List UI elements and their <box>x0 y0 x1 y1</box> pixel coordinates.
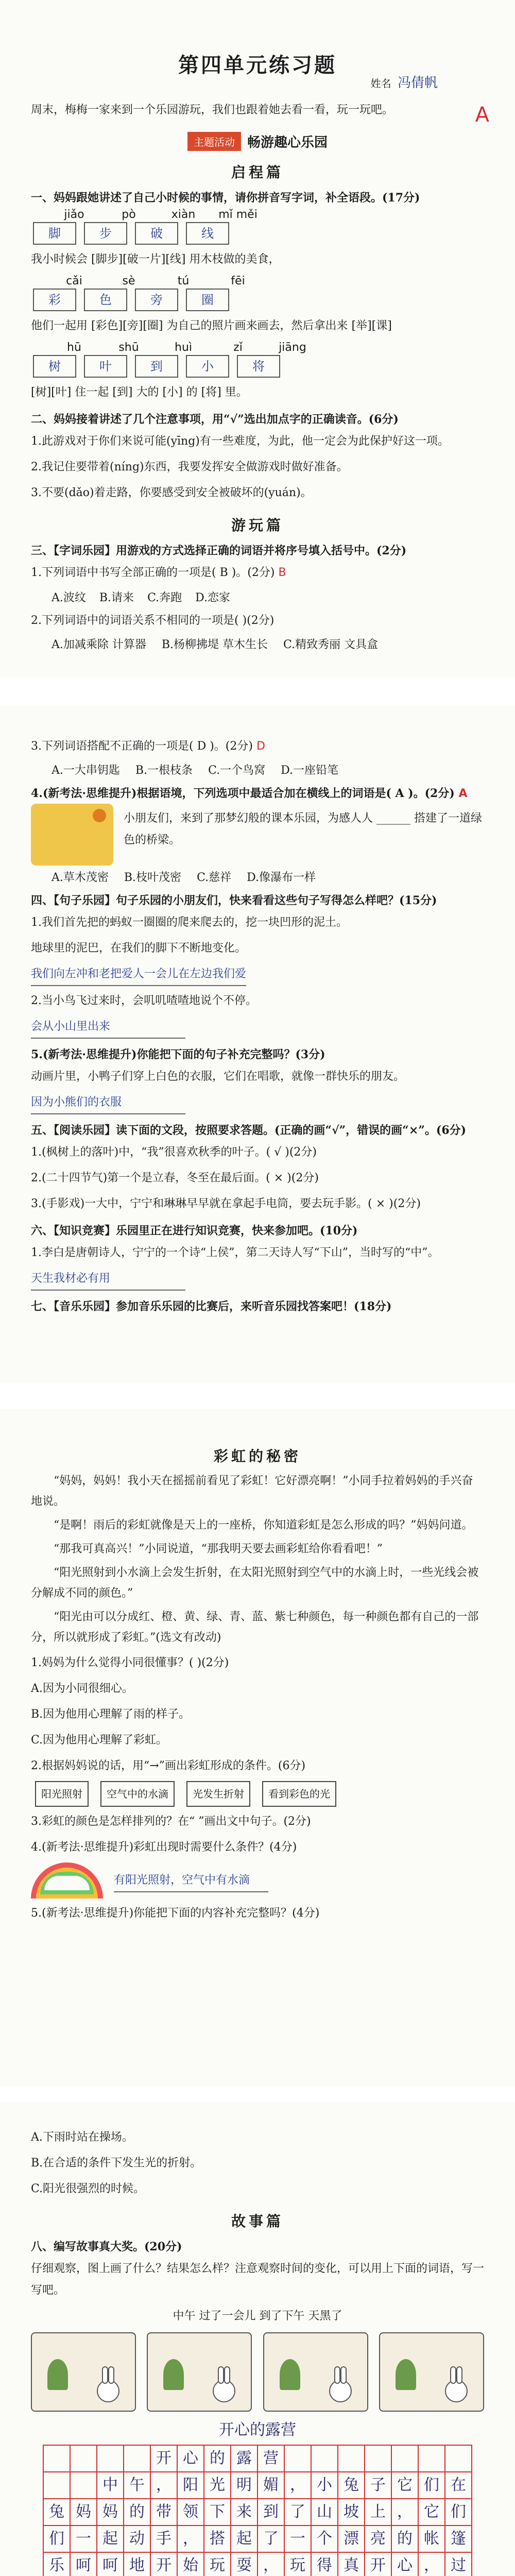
picture-panel-1 <box>31 2332 136 2412</box>
pinyin: tú <box>177 275 190 287</box>
pinyin-row-3 <box>52 341 484 354</box>
q3-item-3-answer[interactable]: D <box>256 740 265 753</box>
page-4 <box>0 2102 515 2576</box>
q3-title: 三、【字词乐园】用游戏的方式选择正确的词语并将序号填入括号中。(2分) <box>31 544 407 557</box>
essay-cell: 上 <box>365 2499 392 2526</box>
option[interactable]: C.慈祥 <box>197 871 232 884</box>
reading-q1: 1.妈妈为什么觉得小同很懂事？( )(2分) <box>31 1656 229 1669</box>
rabbit-icon <box>97 2380 119 2402</box>
pinyin: shū <box>118 341 139 354</box>
tree-icon <box>47 2359 68 2390</box>
answer-box[interactable]: 将 <box>237 355 280 378</box>
essay-cell: ， <box>151 2472 178 2499</box>
q3-item-3-options <box>52 761 484 777</box>
essay-cell: 到 <box>258 2499 285 2526</box>
fill-line-1 <box>31 222 484 245</box>
essay-cell: 在 <box>445 2472 472 2499</box>
essay-cell: 漂 <box>338 2526 365 2553</box>
q5-item: 1.我们首先把的蚂蚁一圈圈的爬来爬去的，挖一块凹形的泥土。 <box>31 916 348 929</box>
essay-cell: 真 <box>338 2553 365 2576</box>
story-paragraph: “那我可真高兴！”小同说道，“那我明天要去画彩虹给你看看吧！” <box>54 1543 383 1555</box>
essay-cell <box>312 2446 338 2472</box>
essay-cell: 始 <box>178 2553 204 2576</box>
section-play: 游玩篇 <box>231 517 284 534</box>
q4-title <box>31 785 484 801</box>
q5-item: 地球里的泥巴，在我们的脚下不断地变化。 <box>31 942 247 955</box>
option[interactable]: C.一个鸟窝 <box>208 764 266 777</box>
essay-cell <box>419 2446 445 2472</box>
essay-cell <box>44 2446 71 2472</box>
reading-q1-option[interactable]: B.因为他用心理解了雨的样子。 <box>31 1708 191 1721</box>
banner-text: 畅游趣心乐园 <box>247 135 328 150</box>
banner-tag: 主题活动 <box>187 132 241 151</box>
essay-cell: 明 <box>231 2472 258 2499</box>
story-paragraph: “妈妈，妈妈！我小天在摇摇前看见了彩虹！它好漂亮啊！”小同手拉着妈妈的手兴奋地说。 <box>31 1475 473 1508</box>
pinyin: pò <box>122 208 136 221</box>
q2-item[interactable]: 3.不要(dǎo)着走路，你要感受到安全被破坏的(yuán)。 <box>31 486 312 499</box>
q8-answer[interactable]: 天生我材必有用 <box>31 1268 185 1291</box>
scenery-illustration <box>31 804 113 866</box>
essay-cell: 山 <box>312 2499 338 2526</box>
pinyin: mǐ měi <box>218 208 258 221</box>
word-option[interactable]: A.波纹 <box>52 591 86 604</box>
essay-cell: 起 <box>231 2526 258 2553</box>
q4-answer[interactable]: A <box>458 787 468 800</box>
essay-cell: 营 <box>258 2446 285 2472</box>
q5-answer-1[interactable]: 我们向左冲和老把爱人一会儿在左边我们爱 <box>31 963 246 986</box>
essay-cell: 呵 <box>97 2553 124 2576</box>
q4-title-text: 4.(新考法·思维提升)根据语境，下列选项中最适合加在横线上的词语是( A )。(2分) <box>31 787 455 800</box>
essay-cell: 中 <box>97 2472 124 2499</box>
fill-sentence-2: 他们一起用 [彩色][旁][圈] 为自己的照片画来画去，然后拿出来 [举][课] <box>31 319 392 332</box>
essay-cell: 心 <box>178 2446 204 2472</box>
option[interactable]: A.草木茂密 <box>52 871 109 884</box>
pinyin: fēi <box>231 275 245 287</box>
option[interactable]: C.精致秀丽 文具盒 <box>283 638 379 651</box>
essay-cell: 开 <box>151 2553 178 2576</box>
essay-cell: 动 <box>124 2526 151 2553</box>
rabbit-icon <box>329 2380 352 2402</box>
answer-box[interactable]: 脚 <box>33 222 76 245</box>
pinyin: jiǎo <box>64 208 84 221</box>
q1-title: 一、妈妈跟她讲述了自己小时候的事情，请你拼音写字词，补全语段。(17分) <box>31 191 420 205</box>
picture-panel-3 <box>263 2332 368 2412</box>
option[interactable]: B.枝叶茂密 <box>124 871 182 884</box>
q6-answer-row <box>31 1092 484 1114</box>
page-3 <box>0 1409 515 2087</box>
essay-cell: 们 <box>419 2472 445 2499</box>
essay-cell: 了 <box>285 2499 312 2526</box>
option[interactable]: D.一座铅笔 <box>281 764 338 777</box>
option[interactable]: C.阳光很强烈的时候。 <box>31 2182 145 2195</box>
essay-cell: 过 <box>445 2553 472 2576</box>
essay-cell: 耍 <box>231 2553 258 2576</box>
essay-cell: 手 <box>151 2526 178 2553</box>
name-label: 姓名 <box>370 77 391 90</box>
answer-box[interactable]: 旁 <box>135 289 178 311</box>
essay-cell: 坡 <box>338 2499 365 2526</box>
theme-banner <box>31 132 484 151</box>
story-paragraph: “是啊！雨后的彩虹就像是天上的一座桥，你知道彩虹是怎么形成的吗？”妈妈问道。 <box>54 1519 473 1532</box>
q7-item[interactable]: 3.(手影戏)一大中，宁宁和琳琳早早就在拿起手电筒，要去玩手影。( × )(2分) <box>31 1197 421 1210</box>
q5-item: 2.当小鸟飞过来时，会叽叽喳喳地说个不停。 <box>31 994 257 1007</box>
fill-line-2 <box>31 289 484 311</box>
q6-answer[interactable]: 因为小熊们的衣服 <box>31 1092 185 1114</box>
essay-cell <box>71 2472 97 2499</box>
answer-box[interactable]: 破 <box>135 222 178 245</box>
rainbow-icon <box>31 1862 103 1899</box>
q2-item[interactable]: 2.我记住要带着(níng)东西，我要发挥安全做游戏时做好准备。 <box>31 461 348 473</box>
essay-cell: 阳 <box>178 2472 204 2499</box>
essay-cell: ， <box>392 2499 419 2526</box>
q7-item[interactable]: 2.(二十四节气)第一个是立春，冬至在最后面。( × )(2分) <box>31 1172 319 1184</box>
q4-options <box>52 869 484 885</box>
q3-item-1-answer[interactable]: B <box>278 566 286 579</box>
essay-cell <box>338 2446 365 2472</box>
essay-cell: 它 <box>419 2499 445 2526</box>
essay-cell: 篷 <box>445 2526 472 2553</box>
section-story: 故事篇 <box>231 2213 284 2230</box>
rabbit-icon <box>445 2380 468 2402</box>
essay-cell: 带 <box>151 2499 178 2526</box>
q7-title: 五、【阅读乐园】读下面的文段，按照要求答题。(正确的画“√”，错误的画“×”。(6分) <box>31 1124 467 1137</box>
q3-item-3 <box>31 736 484 757</box>
condition-tag[interactable]: 看到彩色的光 <box>262 1781 336 1807</box>
rabbit-icon <box>213 2380 235 2402</box>
pinyin: sè <box>122 275 135 287</box>
picture-panel-2 <box>147 2332 252 2412</box>
sun-icon <box>93 809 106 822</box>
option[interactable]: B.在合适的条件下发生光的折射。 <box>31 2157 202 2170</box>
picture-strip <box>31 2332 484 2412</box>
picture-panel-4 <box>379 2332 484 2412</box>
essay-cell: 小 <box>312 2472 338 2499</box>
option[interactable]: A.加减乘除 计算器 <box>52 638 146 651</box>
reading-q1-option[interactable]: C.因为他用心理解了彩虹。 <box>31 1734 168 1747</box>
essay-cell: ， <box>285 2472 312 2499</box>
word-option[interactable]: D.恋家 <box>195 591 230 604</box>
fill-line-3 <box>31 355 484 378</box>
essay-cell: 来 <box>231 2499 258 2526</box>
word-option[interactable]: B.请来 <box>99 591 134 604</box>
section-start: 启程篇 <box>231 164 284 181</box>
essay-cell: 的 <box>392 2526 419 2553</box>
intro-text: 周末，梅梅一家来到一个乐园游玩，我们也跟着她去看一看，玩一玩吧。 <box>31 104 394 116</box>
student-name: 冯倩帆 <box>397 75 438 91</box>
page-1 <box>0 0 515 677</box>
answer-box[interactable]: 圈 <box>186 289 229 311</box>
essay-cell: 的 <box>204 2446 231 2472</box>
essay-cell: 兔 <box>338 2472 365 2499</box>
essay-cell: 开 <box>365 2553 392 2576</box>
page-title: 第四单元练习题 <box>178 53 337 77</box>
essay-cell: ， <box>419 2553 445 2576</box>
essay-cell <box>392 2446 419 2472</box>
reading-q2-tags <box>31 1781 484 1807</box>
essay-title: 开心的露营 <box>219 2421 296 2439</box>
essay-cell <box>124 2446 151 2472</box>
essay-cell: 们 <box>445 2499 472 2526</box>
answer-box[interactable]: 彩 <box>33 289 76 311</box>
essay-cell: 的 <box>124 2499 151 2526</box>
option[interactable]: B.杨柳拂堤 草木生长 <box>161 638 268 651</box>
essay-cell: 开 <box>151 2446 178 2472</box>
q9-title: 七、【音乐乐园】参加音乐乐园的比赛后，来听音乐园找答案吧！(18分) <box>31 1300 392 1313</box>
reading-q2: 2.根据妈妈说的话，用“→”画出彩虹形成的条件。(6分) <box>31 1759 306 1772</box>
essay-cell: 起 <box>97 2526 124 2553</box>
q2-item[interactable]: 1.此游戏对于你们来说可能(yīng)有一些难度，为此，他一定会为此保护好这一项。 <box>31 435 449 448</box>
q7-item[interactable]: 1.(枫树上的落叶)中，“我”很喜欢秋季的叶子。( √ )(2分) <box>31 1146 317 1159</box>
reading-q1-option[interactable]: A.因为小同很细心。 <box>31 1682 133 1695</box>
condition-tag[interactable]: 空气中的水滴 <box>100 1781 175 1807</box>
story-paragraph: “阳光由可以分成红、橙、黄、绿、青、蓝、紫七种颜色，每一种颜色都有自己的一部分，所以就形成了彩虹。”(选文有改动) <box>31 1611 479 1644</box>
q3-item-2: 2.下列词语中的词语关系不相同的一项是( )(2分) <box>31 614 274 627</box>
essay-cell: 玩 <box>204 2553 231 2576</box>
q8-title: 六、【知识竞赛】乐园里正在进行知识竞赛，快来参加吧。(10分) <box>31 1224 358 1238</box>
q5-answer-2[interactable]: 会从小山里出来 <box>31 1016 185 1039</box>
option[interactable]: D.像瀑布一样 <box>247 871 316 884</box>
essay-cell: 妈 <box>71 2499 97 2526</box>
q3-item-2-options <box>52 636 484 652</box>
essay-cell: 媚 <box>258 2472 285 2499</box>
pinyin: jiāng <box>279 341 306 354</box>
essay-cell: 一 <box>71 2526 97 2553</box>
option[interactable]: B.一根枝条 <box>135 764 193 777</box>
essay-cell: ， <box>178 2526 204 2553</box>
q3-item-1 <box>31 562 484 584</box>
essay-cell: 一 <box>285 2526 312 2553</box>
q6-text: 动画片里，小鸭子们穿上白色的衣服，它们在唱歌，就像一群快乐的朋友。 <box>31 1070 405 1083</box>
essay-cell: 露 <box>231 2446 258 2472</box>
q3-word-options <box>52 589 484 605</box>
essay-cell: 心 <box>392 2553 419 2576</box>
page-2 <box>0 706 515 1383</box>
option[interactable]: A.下雨时站在操场。 <box>31 2131 133 2144</box>
q3-item-3-text: 3.下列词语搭配不正确的一项是( D )。(2分) <box>31 740 253 753</box>
answer-box[interactable]: 线 <box>186 222 229 245</box>
essay-cell: 妈 <box>97 2499 124 2526</box>
essay-cell: 们 <box>44 2526 71 2553</box>
time-words: 中午 过了一会儿 到了下午 天黑了 <box>173 2310 342 2323</box>
option[interactable]: A.一大串钥匙 <box>52 764 120 777</box>
reading-q4-answer[interactable]: 有阳光照射，空气中有水滴 <box>114 1870 268 1892</box>
essay-cell: 地 <box>124 2553 151 2576</box>
essay-cell: 兔 <box>44 2499 71 2526</box>
answer-box[interactable]: 到 <box>135 355 178 378</box>
essay-cell: 了 <box>258 2526 285 2553</box>
answer-box[interactable]: 树 <box>33 355 76 378</box>
essay-cell: 它 <box>392 2472 419 2499</box>
pinyin: huì <box>175 341 192 354</box>
reading-q4-answer-row <box>31 1862 484 1899</box>
pinyin-row-1 <box>52 208 484 221</box>
writing-title: 八、编写故事真大奖。(20分) <box>31 2240 182 2253</box>
essay-cell: 玩 <box>285 2553 312 2576</box>
tree-icon <box>163 2359 184 2390</box>
condition-tag[interactable]: 阳光照射 <box>35 1781 89 1807</box>
essay-cell: 搭 <box>204 2526 231 2553</box>
story-title: 彩虹的秘密 <box>213 1448 301 1465</box>
word-option[interactable]: C.奔跑 <box>147 591 182 604</box>
essay-grid[interactable] <box>43 2445 472 2576</box>
q4-text: 小朋友们，来到了那梦幻般的课本乐园，为感人人 ______ 搭建了一道绿色的桥梁。 <box>124 812 482 846</box>
q5-title: 四、【句子乐园】句子乐园的小朋友们，快来看看这些句子写得怎么样吧？(15分) <box>31 894 437 907</box>
pinyin: cǎi <box>66 275 82 287</box>
essay-cell <box>285 2446 312 2472</box>
pinyin: hū <box>67 341 81 354</box>
essay-cell: 下 <box>204 2499 231 2526</box>
essay-cell <box>44 2472 71 2499</box>
writing-desc: 仔细观察，图上画了什么？结果怎么样？注意观察时间的变化，可以用上下面的词语，写一写吧。 <box>31 2262 485 2297</box>
fill-sentence-3: [树][叶] 住一起 [到] 大的 [小] 的 [将] 里。 <box>31 386 248 399</box>
essay-cell: 呵 <box>71 2553 97 2576</box>
essay-cell: 亮 <box>365 2526 392 2553</box>
q8-answer-row <box>31 1268 484 1291</box>
answer-box[interactable]: 色 <box>84 289 127 311</box>
grade-mark: A <box>475 103 489 127</box>
q5-answer <box>31 1016 484 1039</box>
reading-q5: 5.(新考法·思维提升)你能把下面的内容补充完整吗？(4分) <box>31 1907 320 1920</box>
fill-sentence-1: 我小时候会 [脚步][破一片][线] 用木枝做的美食， <box>31 253 280 266</box>
q8-text: 1.李白是唐朝诗人，宁宁的一个诗“上侯”，第二天诗人写“下山”，当时写的“中”。 <box>31 1246 439 1259</box>
essay-cell: 领 <box>178 2499 204 2526</box>
answer-box[interactable]: 步 <box>84 222 127 245</box>
essay-cell: 个 <box>312 2526 338 2553</box>
pinyin: xiàn <box>171 208 196 221</box>
essay-cell <box>97 2446 124 2472</box>
q4-block <box>31 804 484 866</box>
essay-cell: 子 <box>365 2472 392 2499</box>
essay-cell <box>365 2446 392 2472</box>
tree-icon <box>280 2359 300 2390</box>
essay-cell: 光 <box>204 2472 231 2499</box>
q6-title: 5.(新考法·思维提升)你能把下面的句子补充完整吗？(3分) <box>31 1048 325 1061</box>
reading-q4: 4.(新考法·思维提升)彩虹出现时需要什么条件？(4分) <box>31 1841 297 1854</box>
tree-icon <box>396 2359 416 2390</box>
reading-q3: 3.彩虹的颜色是怎样排列的？在“ ”画出文中句子。(2分) <box>31 1815 311 1828</box>
essay-cell: 午 <box>124 2472 151 2499</box>
q5-answer <box>31 963 484 986</box>
name-field <box>371 72 438 91</box>
q2-title: 二、妈妈接着讲述了几个注意事项，用“√”选出加点字的正确读音。(6分) <box>31 413 399 426</box>
pinyin: zǐ <box>233 341 243 354</box>
essay-cell <box>445 2446 472 2472</box>
condition-tag[interactable]: 光发生折射 <box>186 1781 250 1807</box>
story-paragraph: “阳光照射到小水滴上会发生折射，在太阳光照射到空气中的水滴上时，一些光线会被分解成不同的颜色。” <box>31 1566 479 1600</box>
essay-cell <box>71 2446 97 2472</box>
essay-cell: ， <box>258 2553 285 2576</box>
pinyin-row-2 <box>52 275 484 287</box>
essay-cell: 得 <box>312 2553 338 2576</box>
answer-box[interactable]: 小 <box>186 355 229 378</box>
essay-cell: 帐 <box>419 2526 445 2553</box>
essay-cell: 乐 <box>44 2553 71 2576</box>
answer-box[interactable]: 叶 <box>84 355 127 378</box>
q3-item-1-text: 1.下列词语中书写全部正确的一项是( B )。(2分) <box>31 566 275 579</box>
